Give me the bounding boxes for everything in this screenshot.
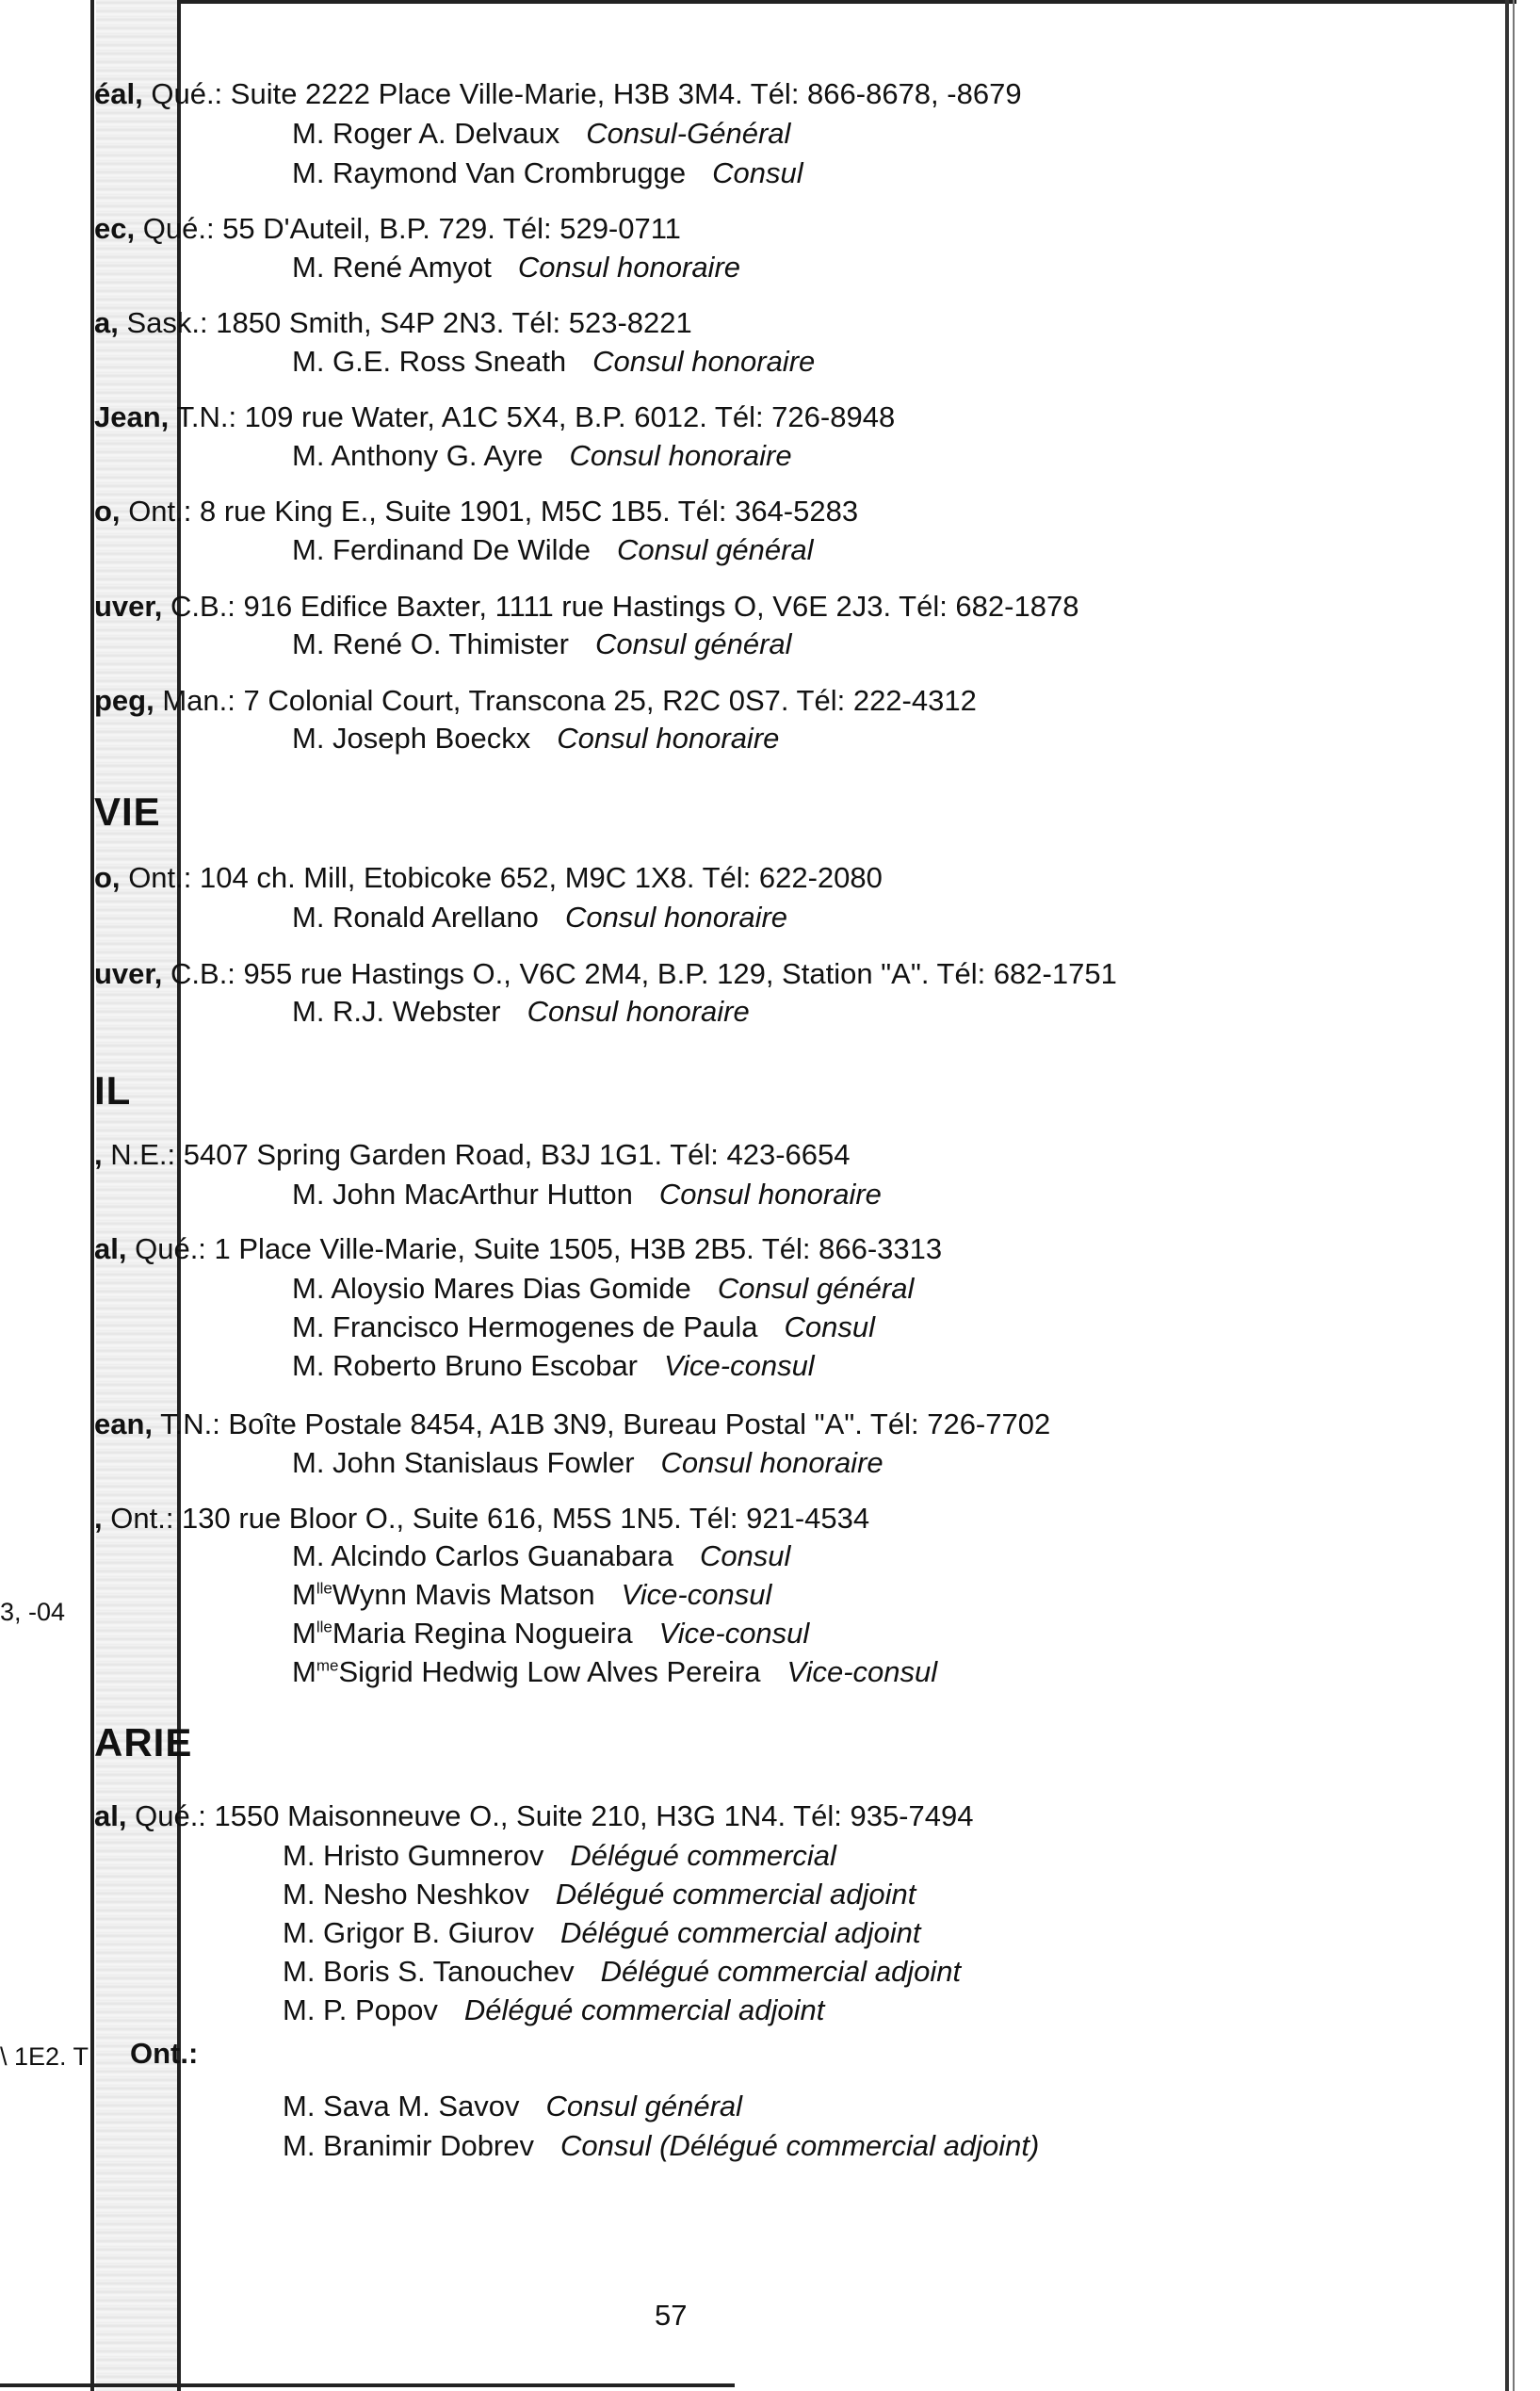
- page-number: 57: [655, 2299, 688, 2332]
- person-line: M. Joseph Boeckx Consul honoraire: [292, 722, 780, 755]
- person-line: M. Ronald Arellano Consul honoraire: [292, 901, 788, 934]
- person-line: M. Anthony G. Ayre Consul honoraire: [292, 439, 792, 472]
- entry-address: a, Sask.: 1850 Smith, S4P 2N3. Tél: 523-8221: [94, 306, 692, 339]
- person-line: M. Nesho Neshkov Délégué commercial adjoint: [283, 1878, 916, 1911]
- entry-address: o, Ont.: 8 rue King E., Suite 1901, M5C 1B5. Tél: 364-5283: [94, 495, 859, 528]
- person-line: $M^{me}Sigrid$ Hedwig Low Alves Pereira Vice-consul: [292, 1655, 938, 1688]
- top-rule: [179, 0, 1516, 4]
- entry-address: uver, C.B.: 916 Edifice Baxter, 1111 rue Hastings O, V6E 2J3. Tél: 682-1878: [94, 590, 1079, 623]
- person-line: M. Branimir Dobrev Consul (Délégué commercial adjoint): [283, 2129, 1040, 2162]
- person-line: M. René O. Thimister Consul général: [292, 627, 792, 660]
- person-line: M. John MacArthur Hutton Consul honoraire: [292, 1178, 882, 1211]
- right-page-edge-inner: [1513, 0, 1515, 2391]
- right-page-edge: [1505, 0, 1509, 2391]
- facing-page-fragment: \ 1E2. T: [0, 2042, 89, 2071]
- binding-shadow: [96, 0, 181, 2391]
- entry-address: éal, Qué.: Suite 2222 Place Ville-Marie, H3B 3M4. Tél: 866-8678, -8679: [94, 77, 1022, 110]
- person-line: $M^{lle}Wynn$ Mavis Matson Vice-consul: [292, 1578, 772, 1611]
- entry-address: , N.E.: 5407 Spring Garden Road, B3J 1G1. Tél: 423-6654: [94, 1138, 851, 1171]
- binding-edge-left: [90, 0, 94, 2391]
- person-line: M. Roger A. Delvaux Consul-Général: [292, 117, 791, 150]
- person-line: M. R.J. Webster Consul honoraire: [292, 995, 750, 1028]
- entry-address: al, Qué.: 1 Place Ville-Marie, Suite 1505, H3B 2B5. Tél: 866-3313: [94, 1232, 943, 1265]
- entry-address: al, Qué.: 1550 Maisonneuve O., Suite 210, H3G 1N4. Tél: 935-7494: [94, 1799, 974, 1832]
- person-line: M. René Amyot Consul honoraire: [292, 251, 741, 284]
- section-heading: VIE: [94, 789, 161, 834]
- person-line: M. Hristo Gumnerov Délégué commercial: [283, 1839, 836, 1872]
- person-line: M. Raymond Van Crombrugge Consul: [292, 156, 803, 189]
- entry-address: Ont.:: [130, 2037, 199, 2070]
- entry-address: , Ont.: 130 rue Bloor O., Suite 616, M5S 1N5. Tél: 921-4534: [94, 1502, 870, 1535]
- entry-address: ec, Qué.: 55 D'Auteil, B.P. 729. Tél: 529-0711: [94, 212, 681, 245]
- person-line: M. Aloysio Mares Dias Gomide Consul général: [292, 1272, 915, 1305]
- person-line: M. P. Popov Délégué commercial adjoint: [283, 1993, 825, 2026]
- person-line: M. Boris S. Tanouchev Délégué commercial adjoint: [283, 1955, 962, 1988]
- entry-address: Jean, T.N.: 109 rue Water, A1C 5X4, B.P. 6012. Tél: 726-8948: [94, 400, 896, 433]
- entry-address: peg, Man.: 7 Colonial Court, Transcona 25, R2C 0S7. Tél: 222-4312: [94, 684, 977, 717]
- person-line: $M^{lle}Maria$ Regina Nogueira Vice-consul: [292, 1617, 810, 1650]
- person-line: M. Roberto Bruno Escobar Vice-consul: [292, 1349, 815, 1382]
- person-line: M. Alcindo Carlos Guanabara Consul: [292, 1539, 791, 1572]
- section-heading: ARIE: [94, 1720, 193, 1765]
- entry-address: ean, T.N.: Boîte Postale 8454, A1B 3N9, Bureau Postal "A". Tél: 726-7702: [94, 1407, 1051, 1440]
- person-line: M. John Stanislaus Fowler Consul honoraire: [292, 1446, 883, 1479]
- person-line: M. Grigor B. Giurov Délégué commercial adjoint: [283, 1916, 921, 1949]
- entry-address: o, Ont.: 104 ch. Mill, Etobicoke 652, M9C 1X8. Tél: 622-2080: [94, 861, 883, 894]
- person-line: M. G.E. Ross Sneath Consul honoraire: [292, 345, 816, 378]
- entry-address: uver, C.B.: 955 rue Hastings O., V6C 2M4, B.P. 129, Station "A". Tél: 682-1751: [94, 957, 1117, 990]
- binding-edge-right: [177, 0, 181, 2391]
- person-line: M. Ferdinand De Wilde Consul général: [292, 533, 814, 566]
- facing-page-fragment: 3, -04: [0, 1598, 66, 1626]
- person-line: M. Francisco Hermogenes de Paula Consul: [292, 1310, 876, 1343]
- person-line: M. Sava M. Savov Consul général: [283, 2090, 743, 2123]
- bottom-rule: [0, 2383, 735, 2387]
- section-heading: IL: [94, 1068, 132, 1113]
